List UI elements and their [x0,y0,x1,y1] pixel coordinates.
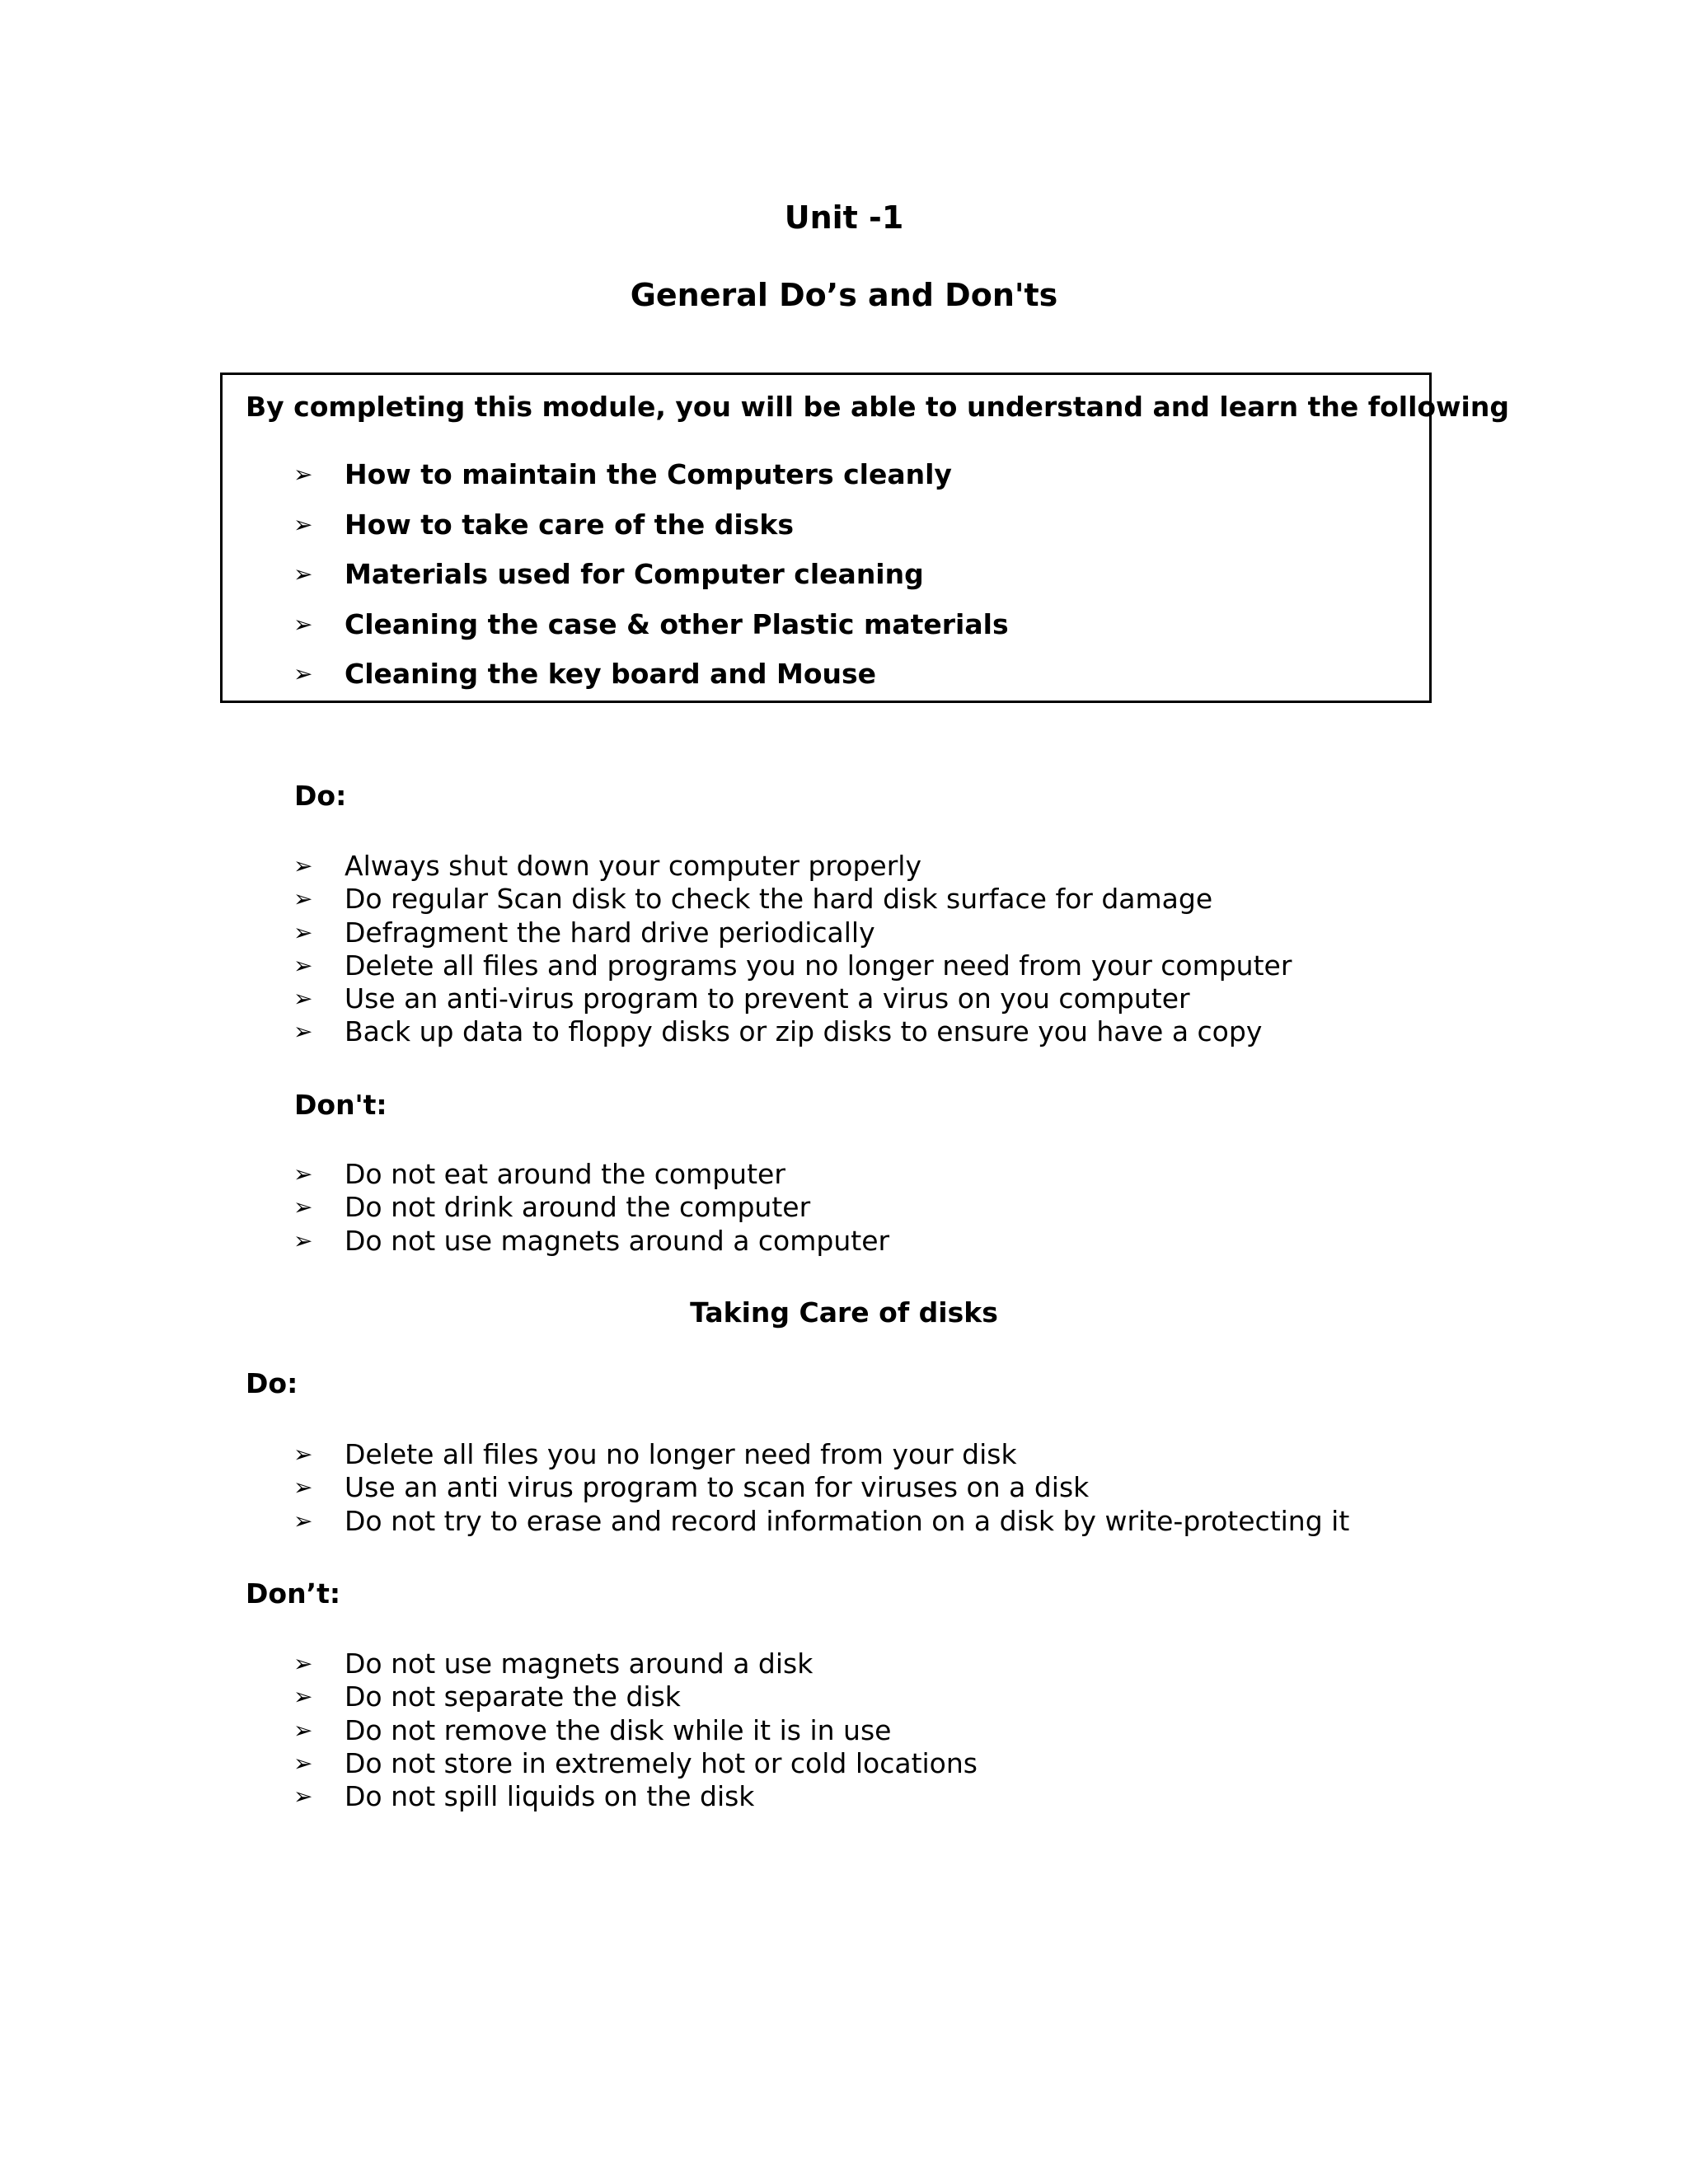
general-do-heading: Do: [294,780,347,812]
arrowhead-bullet-icon: ➢ [293,1683,313,1711]
arrowhead-bullet-icon: ➢ [293,885,313,913]
list-item: ➢ Use an anti virus program to scan for viruses on a disk [293,1471,1090,1504]
arrowhead-bullet-icon: ➢ [293,1749,313,1777]
arrowhead-bullet-icon: ➢ [293,610,313,638]
list-item: ➢ Delete all files you no longer need from your disk [293,1438,1017,1470]
objectives-intro: By completing this module, you will be able to understand and learn the following [246,391,1509,423]
arrowhead-bullet-icon: ➢ [293,951,313,979]
general-dont-heading: Don't: [294,1089,387,1121]
arrowhead-bullet-icon: ➢ [293,1160,313,1188]
arrowhead-bullet-icon: ➢ [293,1474,313,1502]
arrowhead-bullet-icon: ➢ [293,1226,313,1254]
list-item: ➢ Do not use magnets around a disk [293,1647,814,1680]
list-item: ➢ How to maintain the Computers cleanly [293,455,1009,505]
list-item: ➢ Back up data to floppy disks or zip disks to ensure you have a copy [293,1015,1263,1048]
list-item: ➢ Do not use magnets around a computer [293,1224,890,1257]
disks-do-heading: Do: [246,1367,298,1399]
disks-section-title: Taking Care of disks [690,1296,998,1329]
list-item: ➢ Materials used for Computer cleaning [293,555,1009,605]
list-item: ➢ Defragment the hard drive periodically [293,916,875,949]
disks-do-list [293,1438,1349,1538]
list-item: ➢ How to take care of the disks [293,505,1009,555]
arrowhead-bullet-icon: ➢ [293,510,313,538]
list-item: ➢ Do not eat around the computer [293,1158,785,1190]
arrowhead-bullet-icon: ➢ [293,1650,313,1677]
list-item: ➢ Do regular Scan disk to check the hard disk surface for damage [293,883,1213,916]
list-item: ➢ Do not remove the disk while it is in use [293,1713,892,1746]
list-item: ➢ Cleaning the case & other Plastic materials [293,605,1009,655]
list-item: ➢ Do not store in extremely hot or cold locations [293,1746,978,1779]
list-item: ➢ Do not spill liquids on the disk [293,1780,755,1813]
objectives-list [293,455,1009,705]
list-item: ➢ Delete all files and programs you no longer need from your computer [293,949,1292,982]
arrowhead-bullet-icon: ➢ [293,1507,313,1535]
list-item: ➢ Use an anti-virus program to prevent a virus on you computer [293,982,1190,1015]
list-item: ➢ Always shut down your computer properly [293,850,921,882]
list-item: ➢ Cleaning the key board and Mouse [293,654,1009,705]
disks-dont-list [293,1647,978,1813]
list-item: ➢ Do not separate the disk [293,1680,681,1713]
general-dont-list [293,1158,889,1258]
arrowhead-bullet-icon: ➢ [293,918,313,946]
arrowhead-bullet-icon: ➢ [293,985,313,1013]
arrowhead-bullet-icon: ➢ [293,461,313,488]
arrowhead-bullet-icon: ➢ [293,1193,313,1221]
arrowhead-bullet-icon: ➢ [293,660,313,687]
arrowhead-bullet-icon: ➢ [293,852,313,879]
arrowhead-bullet-icon: ➢ [293,1018,313,1046]
unit-label: Unit -1 [784,199,904,236]
disks-dont-heading: Don’t: [246,1577,341,1610]
list-item: ➢ Do not drink around the computer [293,1191,811,1224]
list-item: ➢ Do not try to erase and record information on a disk by write-protecting it [293,1504,1350,1537]
arrowhead-bullet-icon: ➢ [293,1783,313,1811]
general-do-list [293,850,1292,1049]
arrowhead-bullet-icon: ➢ [293,1716,313,1744]
page-title: General Do’s and Don'ts [630,277,1058,313]
arrowhead-bullet-icon: ➢ [293,560,313,588]
arrowhead-bullet-icon: ➢ [293,1441,313,1468]
